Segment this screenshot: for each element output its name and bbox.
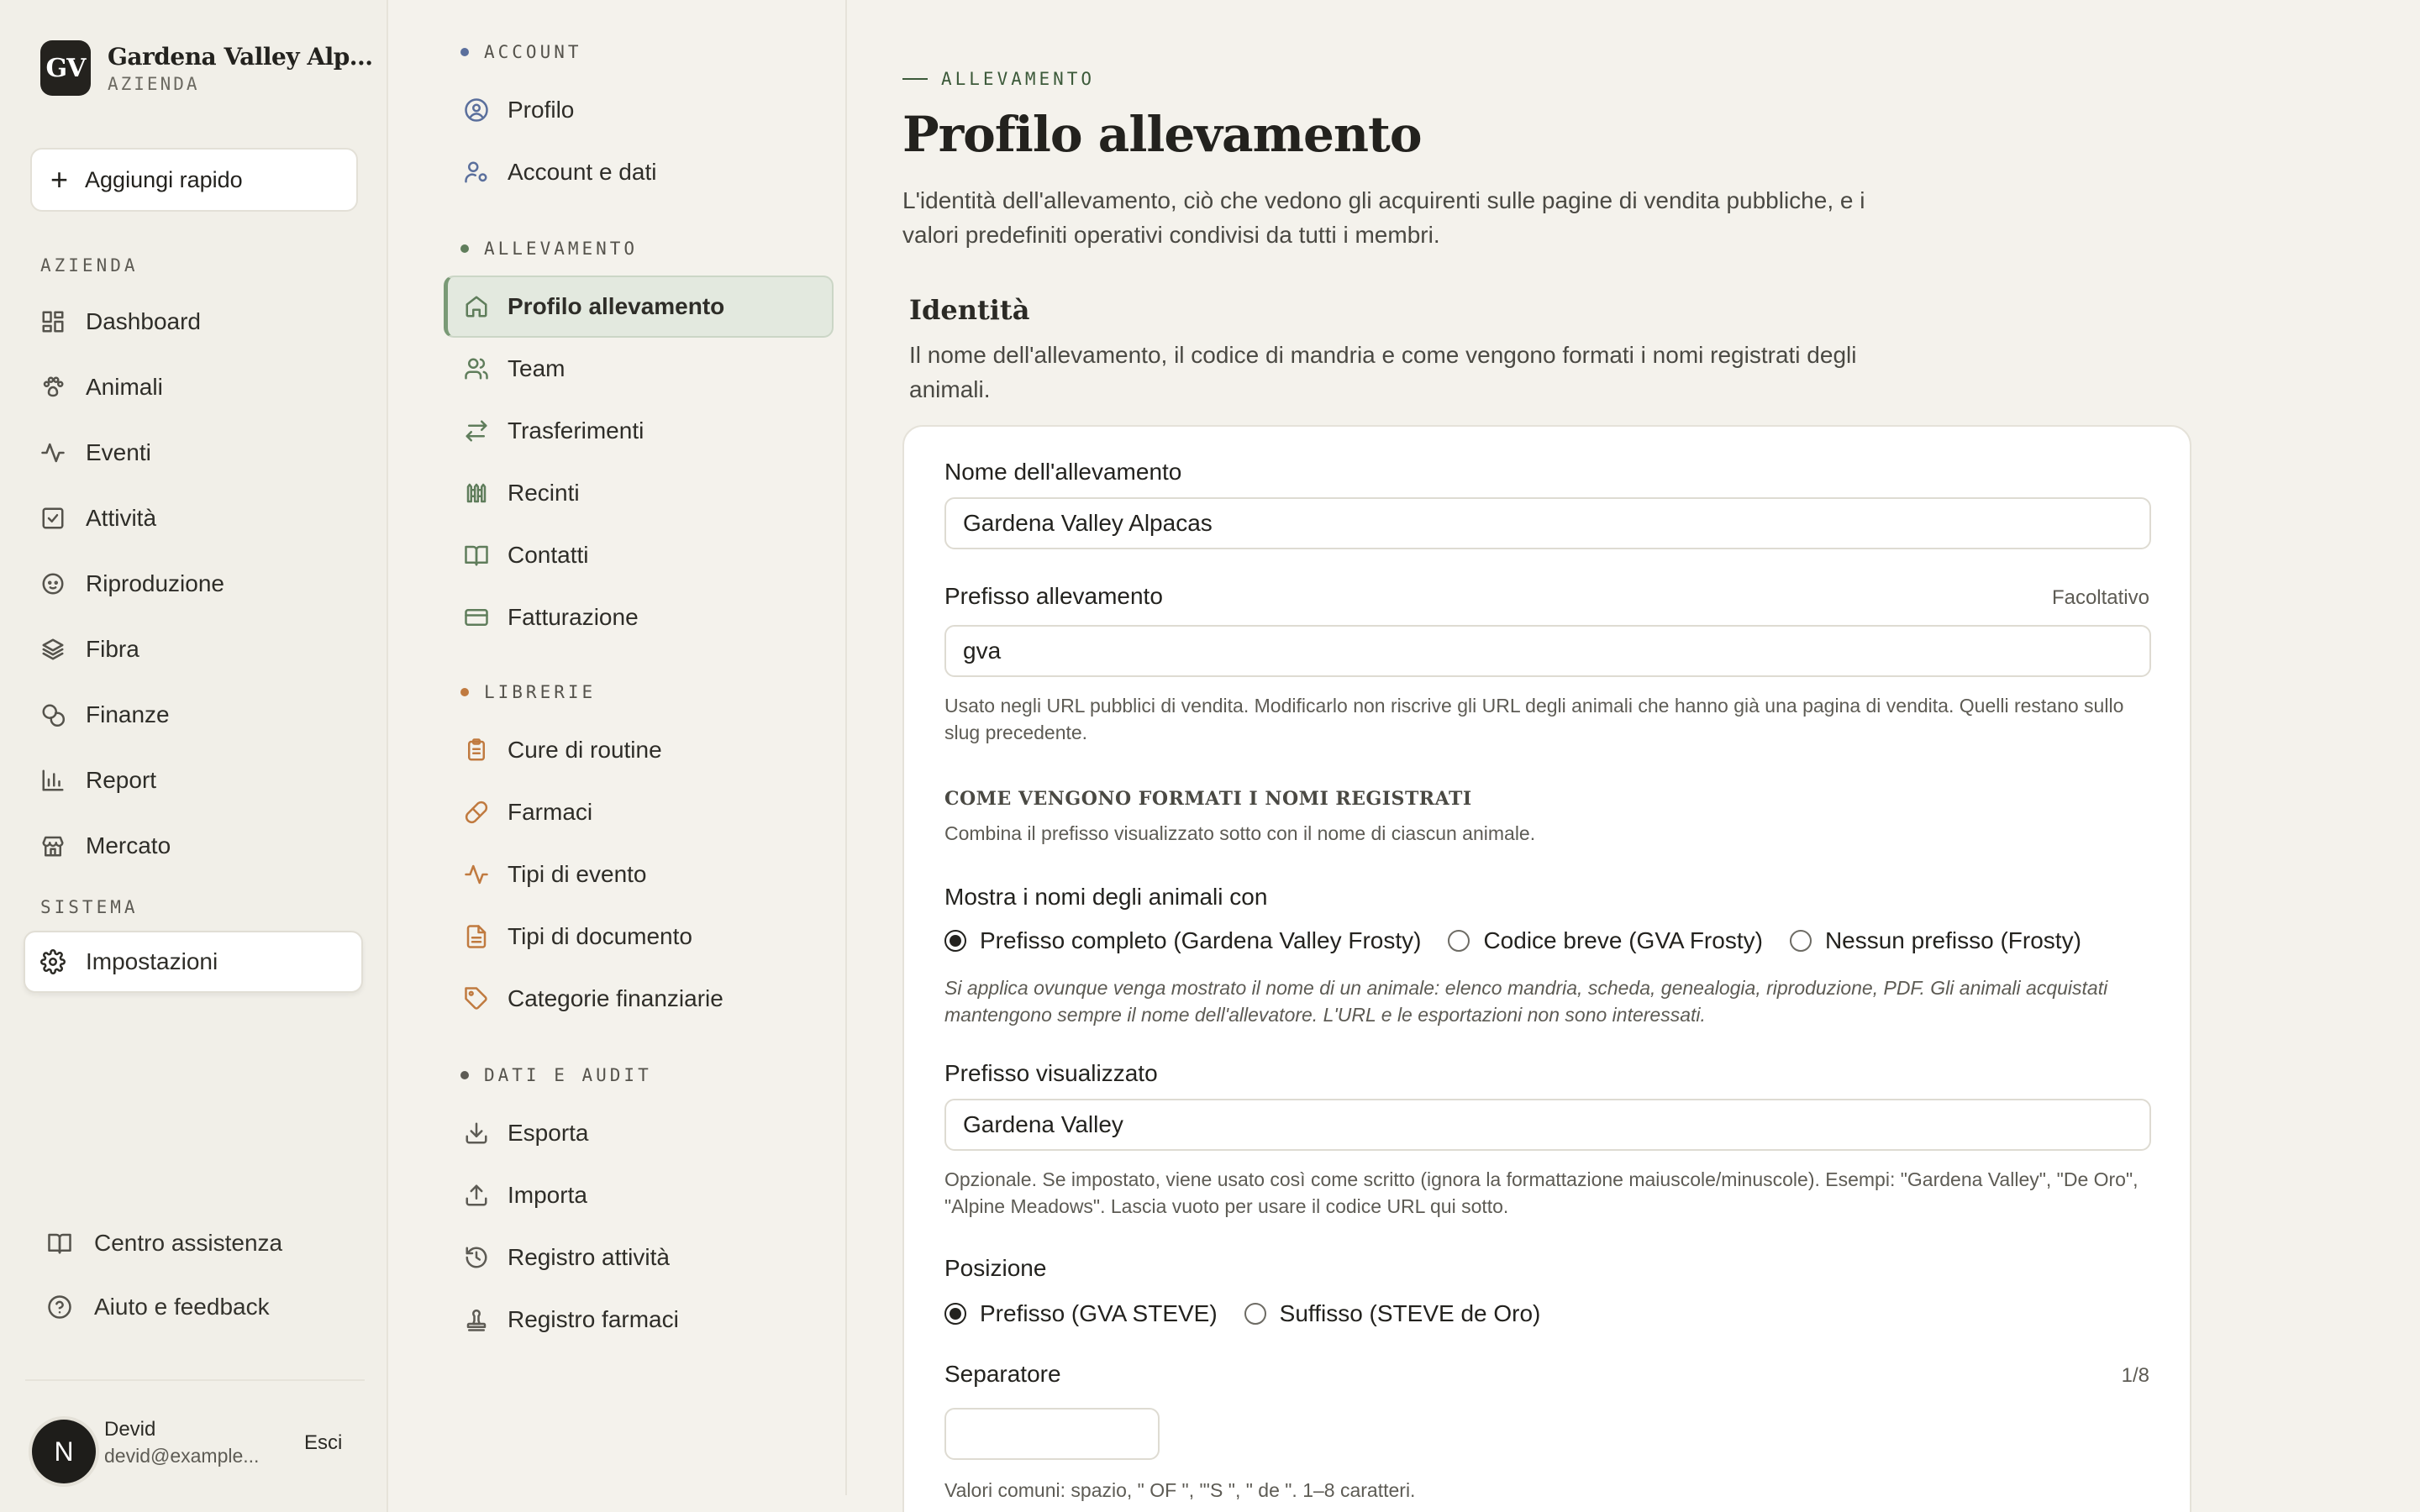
transfer-icon bbox=[462, 417, 491, 445]
subnav-item-label: Recinti bbox=[508, 480, 580, 506]
stamp-icon bbox=[462, 1305, 491, 1334]
radio-position-prefix[interactable] bbox=[944, 1300, 1218, 1327]
show-names-help: Si applica ovunque venga mostrato il nome di un animale: elenco mandria, scheda, genealogia, riproduzione, PDF. Gli animali acquistati mantengono sempre il nome dell'allevatore. L'URL e le esportazioni non sono interessati. bbox=[944, 977, 2108, 1026]
plus-icon: + bbox=[50, 162, 69, 197]
radio-no-prefix[interactable] bbox=[1790, 927, 2081, 954]
radio-position-suffix[interactable] bbox=[1244, 1300, 1541, 1327]
subnav-item-registro-farmaci[interactable] bbox=[444, 1289, 834, 1351]
subnav-section-dati bbox=[460, 1065, 652, 1085]
brand-name: Gardena Valley Alp... bbox=[108, 42, 373, 71]
radio-label: Suffisso (STEVE de Oro) bbox=[1279, 1300, 1541, 1326]
subnav-section-account bbox=[460, 42, 582, 62]
farm-prefix-help: Usato negli URL pubblici di vendita. Modificarlo non riscrive gli URL degli animali che hanno già una pagina di vendita. Quelli restano sullo slug precedente. bbox=[944, 695, 2124, 743]
show-names-label: Mostra i nomi degli animali con bbox=[944, 884, 1268, 910]
help-center-label: Centro assistenza bbox=[94, 1230, 283, 1256]
separator-label: Separatore bbox=[944, 1361, 1061, 1387]
subnav-section-librerie bbox=[460, 682, 596, 702]
subnav-item-label: Registro attività bbox=[508, 1244, 670, 1270]
feedback-label: Aiuto e feedback bbox=[94, 1294, 270, 1320]
farm-name-label: Nome dell'allevamento bbox=[944, 459, 1182, 485]
nav-item-eventi[interactable] bbox=[25, 420, 365, 486]
radio-label: Prefisso completo (Gardena Valley Frosty) bbox=[980, 927, 1422, 953]
subnav-item-label: Profilo bbox=[508, 97, 575, 123]
credit-card-icon bbox=[462, 603, 491, 632]
radio-short-code[interactable] bbox=[1448, 927, 1762, 954]
subnav-dati-list bbox=[444, 1102, 834, 1351]
separator-counter: 1/8 bbox=[2121, 1364, 2149, 1387]
subnav-item-tipi-documento[interactable] bbox=[444, 906, 834, 968]
position-label: Posizione bbox=[944, 1255, 1047, 1281]
nav-item-riproduzione[interactable] bbox=[25, 551, 365, 617]
subnav-item-label: Tipi di documento bbox=[508, 923, 692, 949]
nav-item-report[interactable] bbox=[25, 748, 365, 813]
nav-item-label: Dashboard bbox=[86, 308, 201, 334]
nav-item-mercato[interactable] bbox=[25, 813, 365, 879]
subnav-item-cure[interactable] bbox=[444, 719, 834, 781]
subnav-account-list bbox=[444, 79, 834, 203]
subnav-item-label: Team bbox=[508, 355, 566, 381]
section-dot bbox=[460, 1071, 469, 1079]
layers-icon bbox=[39, 635, 67, 664]
section-dot bbox=[460, 688, 469, 696]
nav-item-label: Riproduzione bbox=[86, 570, 224, 596]
section-label: ACCOUNT bbox=[484, 42, 582, 62]
subnav-section-allevamento bbox=[460, 239, 638, 259]
nav-section-azienda: AZIENDA bbox=[40, 255, 139, 276]
radio-label: Prefisso (GVA STEVE) bbox=[980, 1300, 1218, 1326]
store-icon bbox=[39, 832, 67, 860]
radio-indicator bbox=[1244, 1303, 1266, 1325]
bar-chart-icon bbox=[39, 766, 67, 795]
brand-subtitle: AZIENDA bbox=[108, 73, 200, 94]
radio-indicator bbox=[944, 1303, 966, 1325]
user-bar bbox=[25, 1379, 365, 1512]
user-name: Devid bbox=[104, 1418, 156, 1441]
eyebrow-label: ALLEVAMENTO bbox=[941, 69, 1096, 89]
nav-item-dashboard[interactable] bbox=[25, 289, 365, 354]
subnav-item-label: Account e dati bbox=[508, 159, 657, 185]
subnav-item-fatturazione[interactable] bbox=[444, 586, 834, 648]
subnav-item-label: Trasferimenti bbox=[508, 417, 644, 444]
download-icon bbox=[462, 1119, 491, 1147]
subnav-item-label: Farmaci bbox=[508, 799, 593, 825]
subnav-item-account-dati[interactable] bbox=[444, 141, 834, 203]
radio-indicator bbox=[1448, 930, 1470, 952]
radio-label: Codice breve (GVA Frosty) bbox=[1483, 927, 1763, 953]
subnav-item-label: Tipi di evento bbox=[508, 861, 647, 887]
nav-item-impostazioni[interactable] bbox=[24, 931, 363, 993]
separator-input[interactable] bbox=[944, 1408, 1160, 1460]
display-prefix-label: Prefisso visualizzato bbox=[944, 1060, 1158, 1086]
help-links bbox=[37, 1211, 356, 1339]
subnav-item-profilo[interactable] bbox=[444, 79, 834, 141]
activity-icon bbox=[462, 860, 491, 889]
gear-icon bbox=[39, 948, 67, 976]
checkbox-icon bbox=[39, 504, 67, 533]
subnav-item-label: Fatturazione bbox=[508, 604, 639, 630]
nav-item-label: Animali bbox=[86, 374, 163, 400]
subnav-item-label: Importa bbox=[508, 1182, 587, 1208]
subnav-item-team[interactable] bbox=[444, 338, 834, 400]
name-format-description: Combina il prefisso visualizzato sotto con il nome di ciascun animale. bbox=[944, 822, 1536, 844]
subnav-item-label: Categorie finanziarie bbox=[508, 985, 723, 1011]
section-dot bbox=[460, 244, 469, 253]
page-description: L'identità dell'allevamento, ciò che vedono gli acquirenti sulle pagine di vendita pubbliche, e i valori predefiniti operativi condivisi da tutti i membri. bbox=[902, 187, 1865, 248]
feedback-link[interactable] bbox=[37, 1275, 356, 1339]
subnav-librerie-list bbox=[444, 719, 834, 1030]
paw-icon bbox=[39, 373, 67, 402]
activity-icon bbox=[39, 438, 67, 467]
subnav-item-tipi-evento[interactable] bbox=[444, 843, 834, 906]
nav-item-label: Mercato bbox=[86, 832, 171, 858]
clipboard-icon bbox=[462, 736, 491, 764]
section-label: LIBRERIE bbox=[484, 682, 597, 702]
name-format-title: COME VENGONO FORMATI I NOMI REGISTRATI bbox=[944, 788, 1472, 810]
subnav-item-label: Profilo allevamento bbox=[508, 293, 725, 319]
page-eyebrow bbox=[902, 69, 1095, 89]
quick-add-label: Aggiungi rapido bbox=[85, 166, 243, 192]
history-icon bbox=[462, 1243, 491, 1272]
separator-help: Valori comuni: spazio, " OF ", "'S ", " de ". 1–8 caratteri. bbox=[944, 1479, 1416, 1501]
upload-icon bbox=[462, 1181, 491, 1210]
section-description-identita: Il nome dell'allevamento, il codice di mandria e come vengono formati i nomi registrati degli animali. bbox=[909, 342, 1857, 402]
nav-item-animali[interactable] bbox=[25, 354, 365, 420]
home-icon bbox=[462, 292, 491, 321]
page-title: Profilo allevamento bbox=[902, 106, 1422, 163]
eyebrow-line bbox=[902, 78, 928, 80]
display-prefix-input[interactable] bbox=[944, 1099, 2151, 1151]
subnav-item-contatti[interactable] bbox=[444, 524, 834, 586]
user-email: devid@example... bbox=[104, 1445, 260, 1467]
radio-full-prefix[interactable] bbox=[944, 927, 1421, 954]
nav-item-label: Attività bbox=[86, 505, 157, 531]
pill-icon bbox=[462, 798, 491, 827]
nav-item-label: Report bbox=[86, 767, 157, 793]
user-cog-icon bbox=[462, 158, 491, 186]
identity-card bbox=[902, 425, 2191, 1512]
subnav-item-farmaci[interactable] bbox=[444, 781, 834, 843]
section-title-identita: Identità bbox=[909, 294, 1030, 326]
section-dot bbox=[460, 48, 469, 56]
subnav-item-trasferimenti[interactable] bbox=[444, 400, 834, 462]
book-icon bbox=[45, 1229, 74, 1257]
section-label: DATI E AUDIT bbox=[484, 1065, 652, 1085]
quick-add-button[interactable] bbox=[30, 148, 358, 212]
nav-item-label: Finanze bbox=[86, 701, 170, 727]
farm-prefix-optional: Facoltativo bbox=[2051, 586, 2149, 609]
subnav-item-categorie-finanziarie[interactable] bbox=[444, 968, 834, 1030]
help-center-link[interactable] bbox=[37, 1211, 356, 1275]
logout-button[interactable]: Esci bbox=[304, 1431, 343, 1454]
help-circle-icon bbox=[45, 1293, 74, 1321]
nav-item-label: Impostazioni bbox=[86, 948, 218, 974]
fence-icon bbox=[462, 479, 491, 507]
subnav-item-esporta[interactable] bbox=[444, 1102, 834, 1164]
nav-item-label: Eventi bbox=[86, 439, 151, 465]
file-text-icon bbox=[462, 922, 491, 951]
users-icon bbox=[462, 354, 491, 383]
radio-indicator bbox=[944, 930, 966, 952]
show-names-radio-group bbox=[944, 927, 2108, 954]
nav-item-attivita[interactable] bbox=[25, 486, 365, 551]
farm-prefix-label: Prefisso allevamento bbox=[944, 583, 1163, 609]
position-radio-group bbox=[944, 1300, 1567, 1327]
subnav-item-label: Registro farmaci bbox=[508, 1306, 679, 1332]
brand[interactable] bbox=[40, 40, 373, 96]
settings-nav bbox=[390, 0, 847, 1495]
subnav-item-label: Contatti bbox=[508, 542, 589, 568]
main-content bbox=[902, 0, 2398, 1512]
display-prefix-help: Opzionale. Se impostato, viene usato così come scritto (ignora la formattazione maiuscole/minuscole). Esempi: "Gardena Valley", "De Oro", "Alpine Meadows". Lascia vuoto per usare il codice URL qui sotto. bbox=[944, 1168, 2139, 1217]
nav-item-finanze[interactable] bbox=[25, 682, 365, 748]
nav-item-label: Fibra bbox=[86, 636, 139, 662]
radio-indicator bbox=[1790, 930, 1812, 952]
subnav-item-label: Cure di routine bbox=[508, 737, 662, 763]
book-open-icon bbox=[462, 541, 491, 570]
primary-sidebar bbox=[0, 0, 388, 1512]
brand-logo: GV bbox=[40, 40, 91, 96]
subnav-allevamento-list bbox=[444, 276, 834, 648]
system-nav bbox=[25, 931, 365, 993]
subnav-item-label: Esporta bbox=[508, 1120, 589, 1146]
section-label: ALLEVAMENTO bbox=[484, 239, 639, 259]
subnav-item-importa[interactable] bbox=[444, 1164, 834, 1226]
avatar[interactable]: N bbox=[32, 1420, 96, 1483]
coins-icon bbox=[39, 701, 67, 729]
subnav-item-registro-attivita[interactable] bbox=[444, 1226, 834, 1289]
dashboard-icon bbox=[39, 307, 67, 336]
baby-icon bbox=[39, 570, 67, 598]
nav-section-sistema: SISTEMA bbox=[40, 897, 139, 917]
farm-prefix-input[interactable] bbox=[944, 625, 2151, 677]
subnav-item-recinti[interactable] bbox=[444, 462, 834, 524]
tag-icon bbox=[462, 984, 491, 1013]
nav-item-fibra[interactable] bbox=[25, 617, 365, 682]
subnav-item-profilo-allevamento[interactable] bbox=[444, 276, 834, 338]
radio-label: Nessun prefisso (Frosty) bbox=[1824, 927, 2081, 953]
user-circle-icon bbox=[462, 96, 491, 124]
primary-nav bbox=[25, 289, 365, 879]
farm-name-input[interactable] bbox=[944, 497, 2151, 549]
